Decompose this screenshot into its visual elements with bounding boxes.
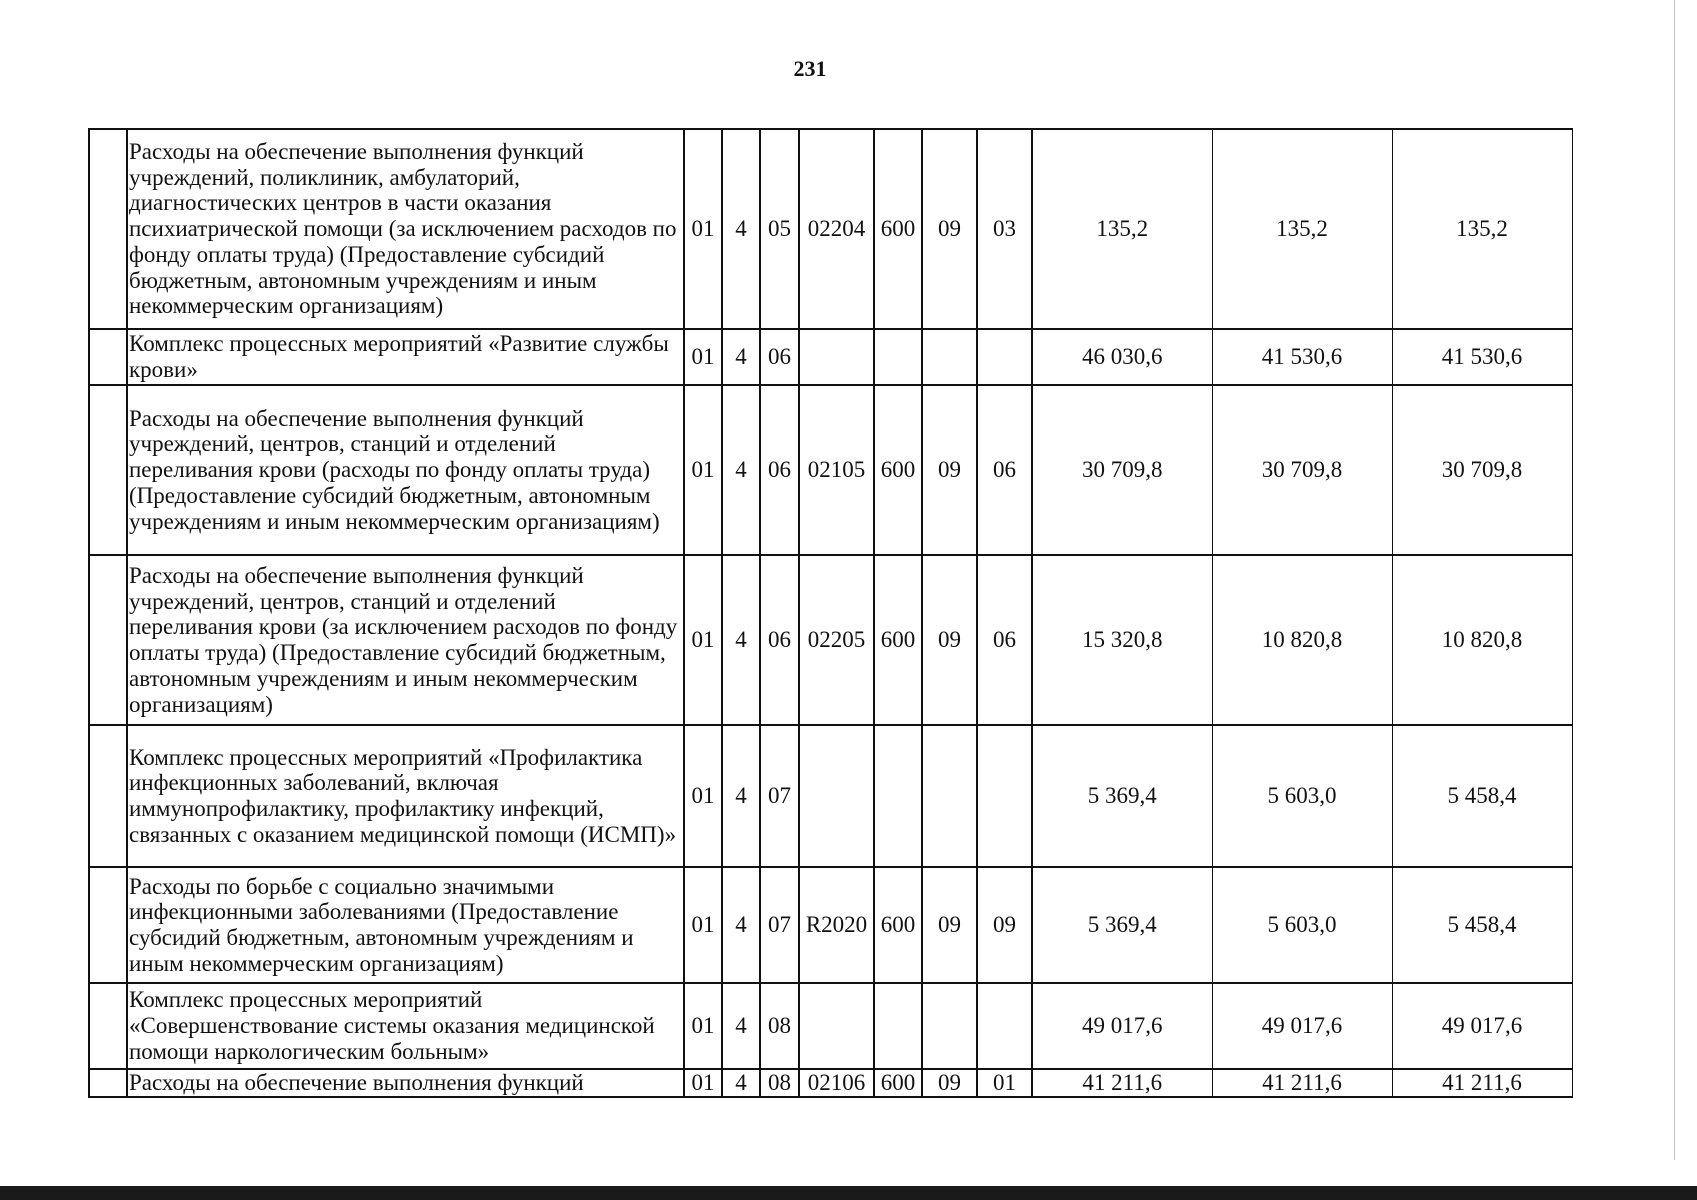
amount-cell: 30 709,8 [1032, 385, 1212, 555]
row-index-cell [89, 867, 127, 983]
row-index-cell [89, 983, 127, 1069]
code-cell: 01 [684, 725, 722, 867]
code-cell: R2020 [799, 867, 874, 983]
code-cell [977, 983, 1032, 1069]
code-cell: 01 [977, 1069, 1032, 1097]
amount-cell: 135,2 [1392, 129, 1572, 329]
scan-edge-line [1674, 0, 1675, 1160]
code-cell: 02205 [799, 555, 874, 725]
amount-cell: 5 458,4 [1392, 725, 1572, 867]
code-cell: 4 [722, 385, 760, 555]
description-cell: Комплекс процессных мероприятий «Профилактика инфекционных заболеваний, включая иммунопрофилактику, профилактику инфекций, связанных с оказанием медицинской помощи (ИСМП)» [127, 725, 684, 867]
code-cell: 01 [684, 983, 722, 1069]
row-index-cell [89, 555, 127, 725]
code-cell: 09 [922, 385, 977, 555]
code-cell: 4 [722, 555, 760, 725]
table-row [89, 129, 1572, 329]
description-cell: Расходы на обеспечение выполнения функций учреждений, центров, станций и отделений переливания крови (расходы по фонду оплаты труда) (Предоставление субсидий бюджетным, автономным учреждениям и иным некоммерческим организациям) [127, 385, 684, 555]
table-body [89, 129, 1572, 1097]
code-cell: 4 [722, 129, 760, 329]
code-cell: 4 [722, 329, 760, 385]
code-cell: 01 [684, 329, 722, 385]
amount-cell: 5 369,4 [1032, 725, 1212, 867]
amount-cell: 41 530,6 [1392, 329, 1572, 385]
code-cell: 05 [760, 129, 799, 329]
code-cell: 600 [874, 129, 922, 329]
code-cell: 600 [874, 385, 922, 555]
code-cell: 600 [874, 867, 922, 983]
code-cell: 4 [722, 867, 760, 983]
code-cell: 600 [874, 1069, 922, 1097]
code-cell: 08 [760, 1069, 799, 1097]
table-row [89, 983, 1572, 1069]
code-cell: 02204 [799, 129, 874, 329]
code-cell: 09 [922, 129, 977, 329]
code-cell: 01 [684, 1069, 722, 1097]
row-index-cell [89, 129, 127, 329]
code-cell [922, 725, 977, 867]
code-cell: 06 [760, 555, 799, 725]
amount-cell: 5 603,0 [1212, 725, 1392, 867]
description-cell: Расходы на обеспечение выполнения функций учреждений, поликлиник, амбулаторий, диагностических центров в части оказания психиатрической помощи (за исключением расходов по фонду оплаты труда) (Предоставление субсидий бюджетным, автономным учреждениям и иным некоммерческим организациям) [127, 129, 684, 329]
table-row [89, 555, 1572, 725]
code-cell: 4 [722, 1069, 760, 1097]
amount-cell: 41 211,6 [1212, 1069, 1392, 1097]
code-cell: 4 [722, 983, 760, 1069]
amount-cell: 15 320,8 [1032, 555, 1212, 725]
code-cell: 06 [760, 385, 799, 555]
amount-cell: 41 211,6 [1392, 1069, 1572, 1097]
row-index-cell [89, 385, 127, 555]
amount-cell: 10 820,8 [1392, 555, 1572, 725]
amount-cell: 5 603,0 [1212, 867, 1392, 983]
code-cell [874, 983, 922, 1069]
code-cell: 4 [722, 725, 760, 867]
table-row [89, 867, 1572, 983]
code-cell: 07 [760, 867, 799, 983]
table-row [89, 1069, 1572, 1097]
code-cell: 08 [760, 983, 799, 1069]
code-cell [922, 983, 977, 1069]
code-cell [977, 725, 1032, 867]
table-row [89, 329, 1572, 385]
amount-cell: 135,2 [1032, 129, 1212, 329]
code-cell: 09 [922, 555, 977, 725]
budget-table [88, 128, 1573, 1098]
code-cell: 06 [760, 329, 799, 385]
amount-cell: 135,2 [1212, 129, 1392, 329]
table-row [89, 725, 1572, 867]
code-cell: 01 [684, 555, 722, 725]
amount-cell: 5 369,4 [1032, 867, 1212, 983]
amount-cell: 41 211,6 [1032, 1069, 1212, 1097]
code-cell [874, 725, 922, 867]
code-cell: 06 [977, 555, 1032, 725]
description-cell: Комплекс процессных мероприятий «Совершенствование системы оказания медицинской помощи наркологическим больным» [127, 983, 684, 1069]
code-cell: 03 [977, 129, 1032, 329]
scan-bottom-bar [0, 1186, 1697, 1200]
code-cell: 01 [684, 129, 722, 329]
code-cell: 600 [874, 555, 922, 725]
description-cell: Расходы на обеспечение выполнения функций учреждений, центров, станций и отделений переливания крови (за исключением расходов по фонду оплаты труда) (Предоставление субсидий бюджетным, автономным учреждениям и иным некоммерческим организациям) [127, 555, 684, 725]
row-index-cell [89, 725, 127, 867]
code-cell: 06 [977, 385, 1032, 555]
amount-cell: 30 709,8 [1212, 385, 1392, 555]
code-cell: 07 [760, 725, 799, 867]
description-cell: Комплекс процессных мероприятий «Развитие службы крови» [127, 329, 684, 385]
code-cell [799, 725, 874, 867]
amount-cell: 49 017,6 [1212, 983, 1392, 1069]
amount-cell: 46 030,6 [1032, 329, 1212, 385]
amount-cell: 30 709,8 [1392, 385, 1572, 555]
description-cell: Расходы по борьбе с социально значимыми инфекционными заболеваниями (Предоставление субсидий бюджетным, автономным учреждениям и иным некоммерческим организациям) [127, 867, 684, 983]
code-cell: 01 [684, 867, 722, 983]
budget-table-container [88, 128, 1573, 1098]
code-cell: 02105 [799, 385, 874, 555]
code-cell: 02106 [799, 1069, 874, 1097]
code-cell [799, 329, 874, 385]
amount-cell: 5 458,4 [1392, 867, 1572, 983]
row-index-cell [89, 329, 127, 385]
code-cell: 09 [977, 867, 1032, 983]
amount-cell: 49 017,6 [1392, 983, 1572, 1069]
code-cell [799, 983, 874, 1069]
amount-cell: 41 530,6 [1212, 329, 1392, 385]
code-cell [977, 329, 1032, 385]
code-cell: 09 [922, 867, 977, 983]
table-row [89, 385, 1572, 555]
amount-cell: 49 017,6 [1032, 983, 1212, 1069]
code-cell: 01 [684, 385, 722, 555]
code-cell [874, 329, 922, 385]
amount-cell: 10 820,8 [1212, 555, 1392, 725]
row-index-cell [89, 1069, 127, 1097]
code-cell: 09 [922, 1069, 977, 1097]
page-number: 231 [793, 56, 827, 81]
code-cell [922, 329, 977, 385]
description-cell: Расходы на обеспечение выполнения функций [127, 1069, 684, 1097]
